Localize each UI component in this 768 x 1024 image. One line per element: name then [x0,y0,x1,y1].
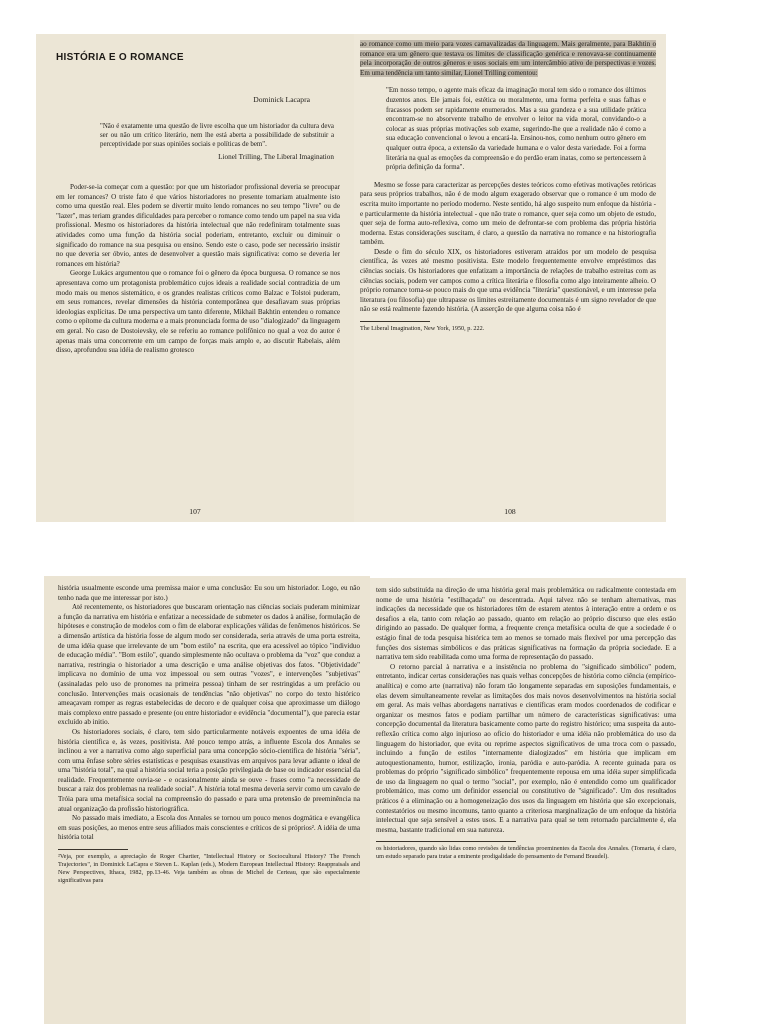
paragraph: Os historiadores sociais, é claro, tem sido particularmente notáveis expoentes de uma idéia de história científica e, às vezes, positivista. Até pouco tempo atrás, a influente Escola dos Annales se inclinou a ver a narrativa como algo superficial para uma concepção sócio-científica de história "séria", com uma ênfase sobre séries estatísticas e pesquisas exaustivas em arquivos para levar adiante o ideal de uma "história total", na qual a história social teria a posição privilegiada de base ou indicador essencial da realidade. Frequentemente ouvia-se - e ocasionalmente ainda se ouve - frases como "a necessidade de buscar a raiz dos problemas na realidade social". A história total mesma deveria servir como um cavalo de Tróia para uma metafísica social na compreensão do passado e para uma pretensão de preeminência na atual organização da profissão historiográfica. [58,727,360,813]
paragraph: No passado mais imediato, a Escola dos Annales se tornou um pouco menos dogmática e evangélica em suas posições, ao menos entre seus afiliados mais conscientes e críticos de si próprios². A idéia de uma história total [58,814,360,842]
paragraph: tem sido substituída na direção de uma história geral mais problemática ou radicalmente contestada em nome de uma história "estilhaçada" ou descentrada. Aqui talvez não se tenham alternativas, mas indicações da necessidade que os historiadores têm de estarem atentos à interação entre a ordem e os desafios a ela, tanto com relação ao passado, quanto em relação ao próprio discurso que eles estão dirigindo ao passado. De qualquer forma, a frequente crença metafísica oculta de que a sociedade é o estágio final de toda pesquisa histórica tem ao menos se tornado mais flexível por uma percepção das funções dos sistemas simbólicos e das práticas significativas na formação da própria sociedade. E a narrativa tem sido reabilitada como uma forma de representação do passado. [376,586,676,662]
page-108 [354,34,666,522]
block-quote: "Em nosso tempo, o agente mais eficaz da imaginação moral tem sido o romance dos últimos duzentos anos. Ele jamais foi, estética ou moralmente, uma forma perfeita e suas falhas e fracassos podem ser rapidamente enumerados. Mas a sua grandeza e a sua utilidade prática encontram-se no absorvente trabalho de envolver o leitor na vida moral, convidando-o a colocar as suas próprias motivações sob exame, sugerindo-lhe que a realidade não é como a sua educação convencional o levou a encará-la. Ensinou-nos, como nenhum outro gênero em qualquer outra época, a extensão da variedade humana e o valor desta variedade. Foi a forma literária na qual as emoções da compreensão e do perdão eram inatas, como se pertencessem à própria definição da forma". [386,87,646,172]
paragraph: Desde o fim do século XIX, os historiadores estiveram atraídos por um modelo de pesquisa científica, às vezes até mesmo positivista. Este modelo frequentemente envolve empréstimos das ciências sociais. Os historiadores que enfatizam a importância de relações de trabalho estreitas com as ciências sociais, podem ver campos como a crítica literária e filosofia como algo inteiramente alheio. O próprio romance torna-se pouco mais do que uma evidência "literária" questionável, e um interesse pela literatura (ou filosofia) que ultrapasse os limites estreitamente documentais é um signo revelador de que não se está realmente fazendo história. (A asserção de que alguma coisa não é [360,247,656,314]
page-110 [370,578,686,1024]
epigraph-source: Lionel Trilling, The Liberal Imagination [218,153,334,161]
footnote: ²Veja, por exemplo, a apreciação de Roger Chartier, "Intellectual History or Sociocultural History? The French Trajectories", in Dominick LaCapra e Steven L. Kaplan (eds.), Modern European Intellectual History: Reappraisals and New Perspectives, Ithaca, 1982, pp.13-46. Veja também as obras de Michel de Certeau, que são especialmente significativas para [58,853,360,885]
page-107 [36,34,354,522]
epigraph: "Não é exatamente uma questão de livre escolha que um historiador da cultura deva ser ou não um crítico literário, nem lhe está aberta a possibilidade de substituir a perceptividade por suas opiniões sociais e políticas de bem". [100,123,334,148]
page-109 [44,576,370,1024]
paragraph [360,40,656,78]
paragraph: Mesmo se fosse para caracterizar as percepções destes teóricos como efetivas motivações retóricas para seus próprios trabalhos, não é de modo algum exagerado observar que o romance é um modo de escrita muito importante no período moderno. Neste sentido, há algo suspeito num enfoque da história - e particularmente da história intelectual - que não trate o romance, quer seja como um objeto de estudo, quer seja de forma auto-reflexiva, como um meio de defrontar-se com problema das própria história moderna. Estas considerações suscitam, é claro, a questão da narrativa no romance e na historiografia também. [360,180,656,247]
paragraph: O retorno parcial à narrativa e a insistência no problema do "significado simbólico" podem, entretanto, indicar certas considerações nas quais velhas concepções de história como ciência (empírico-analítica) e como arte (narrativa) não foram tão longamente separadas em suposições fundamentais, e elas devem simultaneamente revelar as limitações dos mais novos desenvolvimentos na história social em geral. As mais velhas abordagens narrativas e científicas eram modos coordenados de codificar e organizar os mesmos fatos e podiam partilhar um número de características significativas: uma concepção documental da literatura basicamente como parte do registro histórico; uma suspeita da auto-reflexão crítica como algo injurioso ao ofício do historiador e uma idéia não problemática do uso da linguagem do historiador, que evita ou reprime aspectos significativos de uma troca com o passado, incluindo a função de estilos "internamente dialogizados" em história que implicam em autoquestionamento, humor, estilização, ironia, paródia e auto-paródia. A recente guinada para os problemas do próprio "significado simbólico" frequentemente repousa em uma idéia super simplificada de uso da linguagem no qual o termo "social", por exemplo, não é entendido como um qualificador problemático, mas como um definidor essencial ou constitutivo de "significado". Um dos resultados práticos é a eliminação ou a homogeneização dos usos da linguagem em história que são excepcionais, contestatórios ou mesmo incomuns, tanto quanto a criteriosa marginalização de um enfoque da história intelectual que seja sensível a estes usos. E a narrativa para qual se tem retornado parcialmente é, ela mesma, bastante tradicional em sua natureza. [376,662,676,834]
chapter-title: HISTÓRIA E O ROMANCE [56,52,184,63]
highlighted-text: ao romance como um meio para vozes carnavalizadas da linguagem. Mais geralmente, para Bakhtin o romance era um gênero que testava os limites de classificação genérica e renovava-se continuamente pela incorporação de outros gêneros e usos sociais em um intercâmbio ativo de perspectivas e vozes. Em uma tendência um tanto similar, Lionel Trilling comentou: [360,40,656,77]
paragraph: Poder-se-ia começar com a questão: por que um historiador profissional deveria se preocupar em ler romances? O triste fato é que vários historiadores no presente tomariam atualmente isto como uma questão real. Eles podem se divertir muito lendo romances no seu tempo "livre" ou de "lazer", mas teriam grandes dificuldades para perceber o romance como tendo um papel na sua vida profissional. Mesmo os historiadores da história intelectual que não redefiniram totalmente suas atividades como uma função da história social poderiam, entretanto, excluir ou diminuir o significado do romance na sua pesquisa ou ensino. Sendo este o caso, pode ser necessário insistir no que deveria ser óbvio, antes de desenvolver a questão mais significativa: como se deveria ler romances em história? [56,183,340,268]
footnote-divider [360,321,430,322]
footnote-divider [376,841,516,842]
footnote-divider [58,849,128,850]
page-number: 107 [189,507,201,516]
paragraph: George Lukács argumentou que o romance foi o gênero da época burguesa. O romance se nos apresentava como um protagonista problemático cujos ideais a realidade social contradizia de um modo mais ou menos sistemático, e os grandes realistas críticos como Balzac e Tolstoi puderam, em seus romances, revelar dimensões da história contemporânea que desafiavam suas próprias ideologias explícitas. De uma perspectiva um tanto diferente, Mikhail Bakhtin entendeu o romance como o epítome da cultura moderna e a mais pronunciada forma de uso "dialogizado" da linguagem em geral. No caso de Dostoievsky, ele se referiu ao romance polifônico no qual a voz do autor é apenas mais uma concorrente em um campo de forças mais amplo e, ao discutir Rabelais, além disso, aprofundou sua idéia de realismo grotesco [56,269,340,355]
footnote: The Liberal Imagination, New York, 1950, p. 222. [360,325,485,333]
paragraph: história usualmente esconde uma premissa maior e uma conclusão: Eu sou um historiador. Logo, eu não tenho nada que me interessar por isto.) [58,584,360,602]
page-number: 108 [504,507,516,516]
author-name: Dominick Lacapra [253,95,310,104]
footnote: os historiadores, quando são lidas como revisões de tendências proeminentes da Escola dos Annales. (Tomaria, é claro, um estudo separado para tratar a eminente prodigalidade do pensamento de Fernand Braudel). [376,845,676,861]
paragraph: Até recentemente, os historiadores que buscaram orientação nas ciências sociais puderam minimizar a função da narrativa em história e enfatizar a necessidade de submeter os dados à análise, formulação de hipóteses e construção de modelos com o fim de elaborar explicações válidas de fenômenos históricos. Se a dimensão artística da história fosse de algum modo ser considerada, seria através de uma porta estreita, de uma idéia quase que irrelevante de um "bom estilo" na escrita, que era acessível ao tópico "individuo de educação média". "Bom estilo", quando simplesmente não ocultava o problema da "voz" que conduz a narrativa, restringia o historiador a uma descrição e uma análise objetivas dos fatos. "Objetividade" implicava no domínio de uma voz impessoal ou sem outras "vozes", e intervenções "subjetivas" (assinaladas pelo uso de pronomes na primeira pessoa) tinham de ser restringidas a um prefácio ou conclusão. Intervenções mais ocasionais de tendências "não objetivas" no corpo do texto histórico ameaçavam romper as regras estabelecidas de decoro e de qualquer coisa que aproximasse um diálogo mais complexo entre passado e presente (ou entre historiador e evidência "documental"), que parecia estar excluído ab initio. [58,603,360,727]
